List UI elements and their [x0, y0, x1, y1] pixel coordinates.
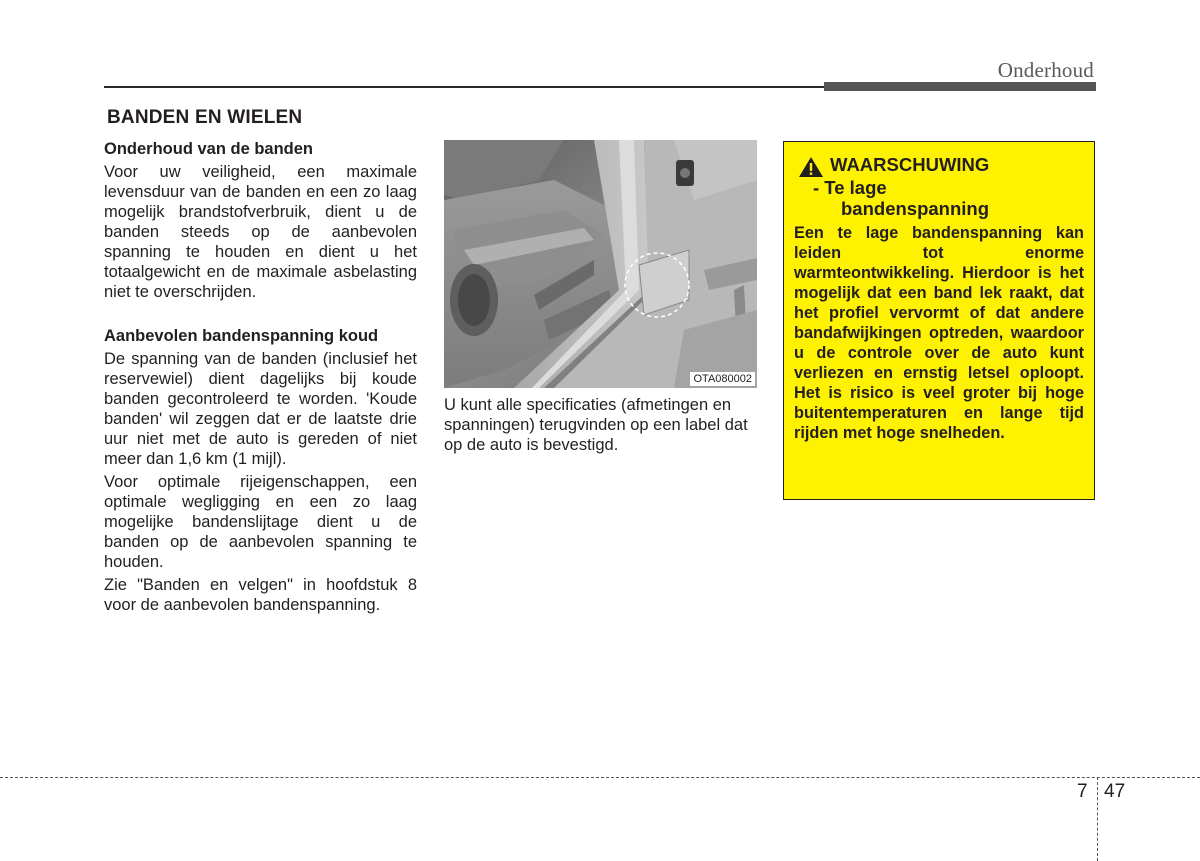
- paragraph-cold-tires: De spanning van de banden (inclusief het reservewiel) dient dagelijks bij koude banden gecontroleerd te worden. 'Koude banden' wil zeggen dat er de laatste drie uur niet met de auto is gereden of niet meer dan 1,6 km (1 mijl).: [104, 350, 417, 468]
- header-section-name: Onderhoud: [997, 58, 1094, 82]
- paragraph-tire-maintenance: Voor uw veiligheid, een maximale levensduur van de banden en een zo laag mogelijk brandstofverbruik, dient u de banden steeds op de aanbevolen spanning te houden en dient u het totaalgewicht en de maximale asbelasting niet te overschrijden.: [104, 163, 417, 301]
- page-number: 47: [1104, 781, 1126, 802]
- warning-subtitle-line2: bandenspanning: [841, 198, 989, 219]
- page-title: BANDEN EN WIELEN: [107, 107, 303, 128]
- footer-rule: [0, 777, 1200, 778]
- paragraph-optimal-handling: Voor optimale rijeigenschappen, een optimale wegligging en een zo laag mogelijke bandenslijtage dient u de banden op de aanbevolen spanning te houden.: [104, 473, 417, 571]
- warning-box: [783, 141, 1095, 500]
- left-column: [104, 140, 417, 615]
- figure-code: OTA080002: [690, 372, 755, 386]
- header-rule: [104, 86, 824, 88]
- footer-divider: [1097, 777, 1098, 861]
- warning-triangle-icon: [798, 156, 824, 178]
- paragraph-see-chapter: Zie "Banden en velgen" in hoofdstuk 8 voor de aanbevolen bandenspanning.: [104, 576, 417, 614]
- door-pillar-illustration: [444, 140, 757, 388]
- warning-subtitle-line1: - Te lage: [813, 177, 887, 198]
- tire-label-photo: [444, 140, 757, 388]
- warning-body: Een te lage bandenspanning kan leiden tot enorme warmteontwikkeling. Hierdoor is het mogelijk dat een band lek raakt, dat het profiel vervormt of dat andere bandafwijkingen optreden, waardoor u de controle over de auto kunt verliezen en ernstig letsel oploopt. Het is risico is veel groter bij hoge buitentemperaturen en lange tijd rijden met hoge snelheden.: [794, 224, 1084, 442]
- header-rule-accent: [824, 82, 1096, 91]
- heading-recommended-pressure: Aanbevolen bandenspanning koud: [104, 327, 379, 345]
- warning-title: WAARSCHUWING: [830, 154, 990, 175]
- figure-caption: U kunt alle specificaties (afmetingen en spanningen) terugvinden op een label dat op de auto is bevestigd.: [444, 396, 748, 454]
- page-chapter: 7: [1077, 781, 1088, 802]
- heading-tire-maintenance: Onderhoud van de banden: [104, 140, 314, 158]
